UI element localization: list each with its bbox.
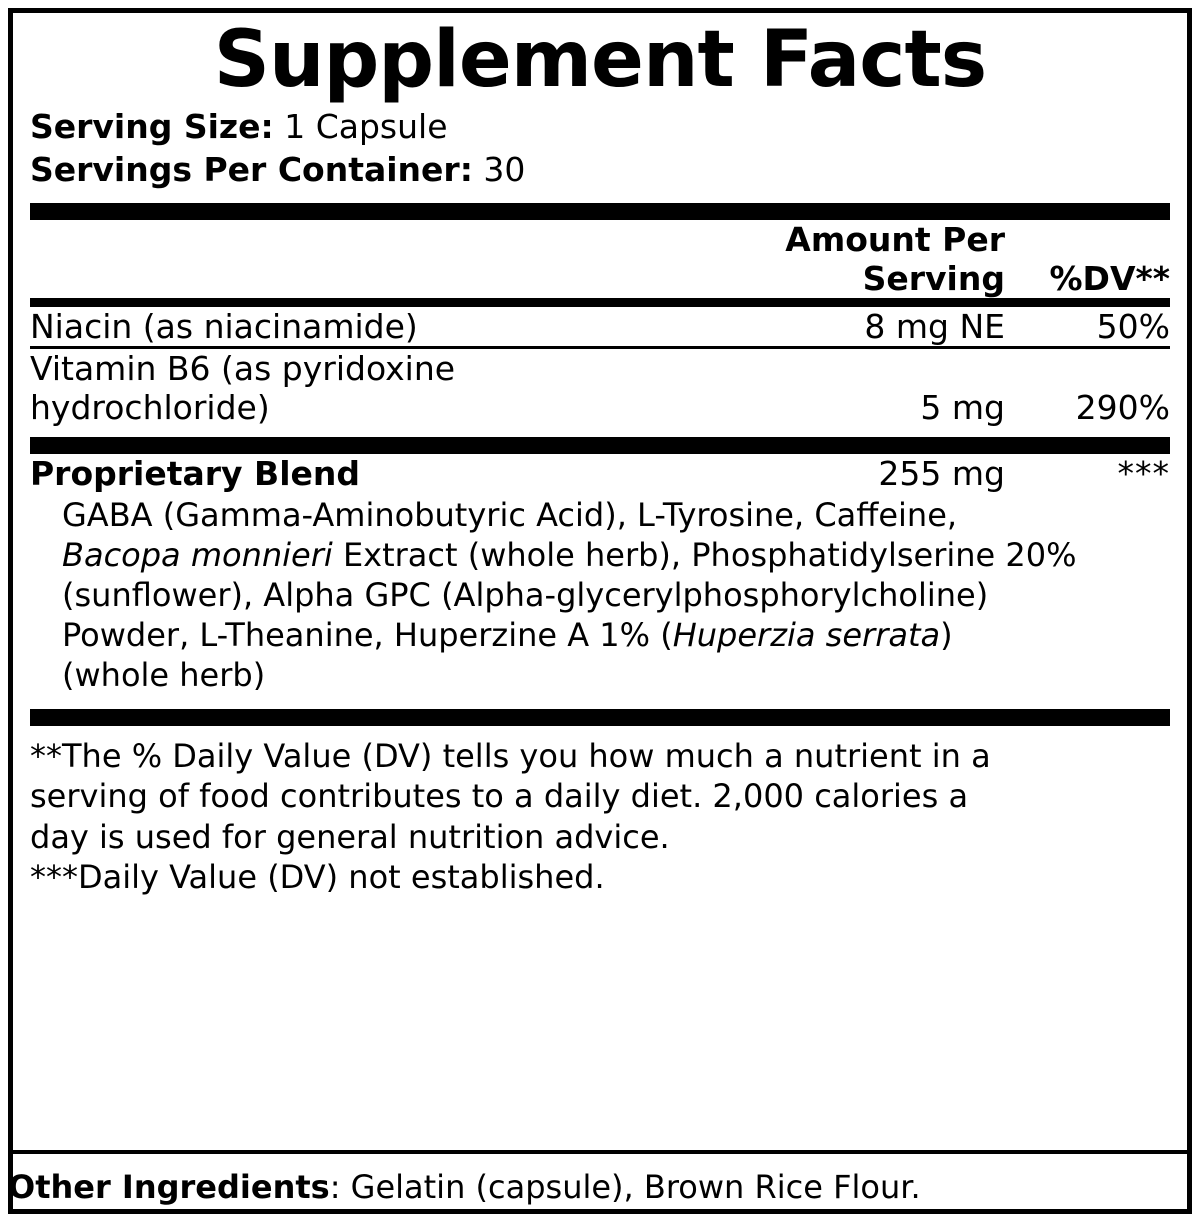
- nutrient-dv: 50%: [1096, 306, 1170, 346]
- divider-thick-top: [30, 203, 1170, 220]
- header-amount-per-serving: Amount Per Serving: [785, 219, 1005, 298]
- blend-ingredients-line-4-pre: Powder, L-Theanine, Huperzine A 1% (: [62, 615, 673, 654]
- footnotes: [30, 726, 1170, 903]
- servings-per-container-value: 30: [483, 149, 526, 189]
- blend-amount: 255 mg: [878, 453, 1005, 493]
- blend-ingredients-line-4: [62, 615, 1170, 655]
- divider-thick-footnotes: [30, 709, 1170, 726]
- blend-ingredients-line-1: GABA (Gamma-Aminobutyric Acid), L-Tyrosine, Caffeine,: [62, 495, 958, 534]
- blend-table: [30, 454, 1170, 493]
- table-row: [30, 307, 1170, 346]
- nutrient-name: Vitamin B6 (as pyridoxine hydrochloride): [30, 348, 456, 427]
- blend-ingredients-line-2: [62, 535, 1170, 575]
- blend-ingredients-line-5: (whole herb): [62, 655, 266, 694]
- footnote-dv-line-1: **The % Daily Value (DV) tells you how much a nutrient in a: [30, 736, 991, 775]
- nutrient-amount: 5 mg: [920, 387, 1005, 427]
- other-ingredients: [8, 1158, 1192, 1207]
- other-ingredients-label: Other Ingredients: [8, 1168, 330, 1206]
- divider-thick-blend: [30, 437, 1170, 454]
- other-ingredients-value: : Gelatin (capsule), Brown Rice Flour.: [329, 1168, 921, 1206]
- blend-ingredients-line-4-post: ): [940, 615, 953, 654]
- table-row: [30, 349, 1170, 427]
- servings-per-container-label: Servings Per Container:: [30, 149, 473, 189]
- nutrient-amount: 8 mg NE: [864, 306, 1005, 346]
- blend-name: Proprietary Blend: [30, 453, 360, 493]
- page-title: Supplement Facts: [213, 15, 987, 105]
- blend-dv: ***: [1117, 453, 1170, 493]
- blend-ingredients-line-2-rest: Extract (whole herb), Phosphatidylserine 20%: [332, 535, 1077, 574]
- nutrient-name: Niacin (as niacinamide): [30, 306, 418, 346]
- header-percent-dv: %DV**: [1049, 258, 1170, 298]
- footnote-dv-not-established: ***Daily Value (DV) not established.: [30, 857, 605, 896]
- blend-ingredients-line-3: (sunflower), Alpha GPC (Alpha-glycerylphosphorylcholine): [62, 575, 989, 614]
- serving-size-line: [30, 106, 1170, 148]
- botanical-name-bacopa: Bacopa monnieri: [62, 535, 333, 574]
- blend-ingredients: [30, 493, 1170, 705]
- nutrient-rows-2: [30, 349, 1170, 427]
- table-header-row: [30, 220, 1170, 298]
- divider-under-header: [30, 298, 1170, 307]
- table-row-blend: [30, 454, 1170, 493]
- serving-size-value: 1 Capsule: [284, 107, 448, 147]
- nutrition-table: [30, 220, 1170, 298]
- footnote-dv-line-3: day is used for general nutrition advice.: [30, 817, 670, 856]
- botanical-name-huperzia: Huperzia serrata: [672, 615, 941, 654]
- footnote-dv-line-2: serving of food contributes to a daily diet. 2,000 calories a: [30, 777, 969, 816]
- divider-other-ingredients: [8, 1150, 1192, 1154]
- nutrient-rows: [30, 307, 1170, 346]
- nutrient-dv: 290%: [1075, 387, 1170, 427]
- panel-content: [30, 15, 1170, 903]
- header-blank-cell: [30, 220, 655, 298]
- serving-size-label: Serving Size:: [30, 107, 274, 147]
- servings-per-container-line: [30, 149, 1170, 191]
